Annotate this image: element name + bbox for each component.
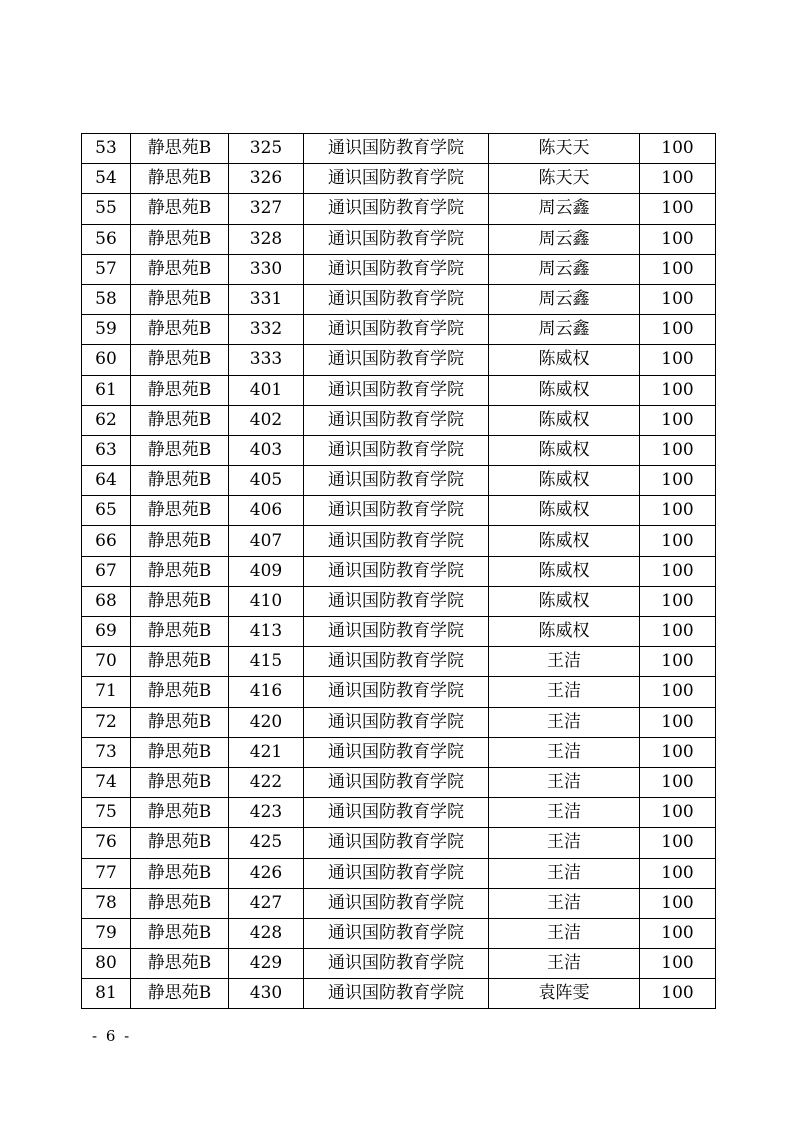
room-number-cell: 425 bbox=[229, 828, 304, 858]
row-number-cell: 72 bbox=[82, 707, 131, 737]
row-number-cell: 62 bbox=[82, 405, 131, 435]
room-number-cell: 328 bbox=[229, 224, 304, 254]
person-in-charge-cell: 王洁 bbox=[489, 677, 640, 707]
row-number-cell: 69 bbox=[82, 617, 131, 647]
score-cell: 100 bbox=[640, 526, 716, 556]
room-number-cell: 410 bbox=[229, 586, 304, 616]
row-number-cell: 70 bbox=[82, 647, 131, 677]
table-row bbox=[82, 677, 716, 707]
table-row bbox=[82, 405, 716, 435]
table-row bbox=[82, 375, 716, 405]
building-cell: 静思苑B bbox=[131, 466, 229, 496]
table-row bbox=[82, 284, 716, 314]
table-row bbox=[82, 134, 716, 164]
room-number-cell: 428 bbox=[229, 918, 304, 948]
row-number-cell: 81 bbox=[82, 979, 131, 1009]
college-cell: 通识国防教育学院 bbox=[304, 345, 489, 375]
row-number-cell: 74 bbox=[82, 767, 131, 797]
table-row bbox=[82, 345, 716, 375]
score-cell: 100 bbox=[640, 586, 716, 616]
row-number-cell: 55 bbox=[82, 194, 131, 224]
score-cell: 100 bbox=[640, 737, 716, 767]
college-cell: 通识国防教育学院 bbox=[304, 254, 489, 284]
table-row bbox=[82, 737, 716, 767]
table-row bbox=[82, 918, 716, 948]
score-cell: 100 bbox=[640, 979, 716, 1009]
college-cell: 通识国防教育学院 bbox=[304, 707, 489, 737]
building-cell: 静思苑B bbox=[131, 526, 229, 556]
row-number-cell: 65 bbox=[82, 496, 131, 526]
room-number-cell: 407 bbox=[229, 526, 304, 556]
room-number-cell: 430 bbox=[229, 979, 304, 1009]
row-number-cell: 64 bbox=[82, 466, 131, 496]
table-row bbox=[82, 858, 716, 888]
person-in-charge-cell: 陈威权 bbox=[489, 375, 640, 405]
college-cell: 通识国防教育学院 bbox=[304, 466, 489, 496]
person-in-charge-cell: 王洁 bbox=[489, 798, 640, 828]
score-cell: 100 bbox=[640, 194, 716, 224]
table-row bbox=[82, 556, 716, 586]
person-in-charge-cell: 周云鑫 bbox=[489, 194, 640, 224]
building-cell: 静思苑B bbox=[131, 134, 229, 164]
room-number-cell: 427 bbox=[229, 888, 304, 918]
room-number-cell: 415 bbox=[229, 647, 304, 677]
row-number-cell: 60 bbox=[82, 345, 131, 375]
table-row bbox=[82, 254, 716, 284]
row-number-cell: 54 bbox=[82, 164, 131, 194]
table-row bbox=[82, 979, 716, 1009]
person-in-charge-cell: 陈威权 bbox=[489, 405, 640, 435]
person-in-charge-cell: 王洁 bbox=[489, 858, 640, 888]
college-cell: 通识国防教育学院 bbox=[304, 375, 489, 405]
person-in-charge-cell: 王洁 bbox=[489, 828, 640, 858]
table-row bbox=[82, 798, 716, 828]
table-row bbox=[82, 466, 716, 496]
score-cell: 100 bbox=[640, 134, 716, 164]
building-cell: 静思苑B bbox=[131, 586, 229, 616]
building-cell: 静思苑B bbox=[131, 647, 229, 677]
room-number-cell: 420 bbox=[229, 707, 304, 737]
row-number-cell: 53 bbox=[82, 134, 131, 164]
row-number-cell: 80 bbox=[82, 949, 131, 979]
person-in-charge-cell: 周云鑫 bbox=[489, 315, 640, 345]
room-number-cell: 326 bbox=[229, 164, 304, 194]
score-cell: 100 bbox=[640, 345, 716, 375]
person-in-charge-cell: 周云鑫 bbox=[489, 284, 640, 314]
college-cell: 通识国防教育学院 bbox=[304, 405, 489, 435]
college-cell: 通识国防教育学院 bbox=[304, 586, 489, 616]
score-cell: 100 bbox=[640, 767, 716, 797]
person-in-charge-cell: 陈威权 bbox=[489, 435, 640, 465]
college-cell: 通识国防教育学院 bbox=[304, 858, 489, 888]
person-in-charge-cell: 陈威权 bbox=[489, 496, 640, 526]
building-cell: 静思苑B bbox=[131, 435, 229, 465]
score-cell: 100 bbox=[640, 164, 716, 194]
table-row bbox=[82, 617, 716, 647]
college-cell: 通识国防教育学院 bbox=[304, 647, 489, 677]
table-row bbox=[82, 647, 716, 677]
row-number-cell: 77 bbox=[82, 858, 131, 888]
score-cell: 100 bbox=[640, 617, 716, 647]
score-cell: 100 bbox=[640, 315, 716, 345]
row-number-cell: 68 bbox=[82, 586, 131, 616]
building-cell: 静思苑B bbox=[131, 767, 229, 797]
college-cell: 通识国防教育学院 bbox=[304, 828, 489, 858]
person-in-charge-cell: 王洁 bbox=[489, 737, 640, 767]
score-cell: 100 bbox=[640, 949, 716, 979]
table-row bbox=[82, 707, 716, 737]
table-row bbox=[82, 435, 716, 465]
person-in-charge-cell: 陈天天 bbox=[489, 164, 640, 194]
row-number-cell: 56 bbox=[82, 224, 131, 254]
score-cell: 100 bbox=[640, 284, 716, 314]
building-cell: 静思苑B bbox=[131, 888, 229, 918]
person-in-charge-cell: 陈威权 bbox=[489, 345, 640, 375]
table-row bbox=[82, 194, 716, 224]
table-row bbox=[82, 496, 716, 526]
building-cell: 静思苑B bbox=[131, 284, 229, 314]
person-in-charge-cell: 袁阵雯 bbox=[489, 979, 640, 1009]
building-cell: 静思苑B bbox=[131, 556, 229, 586]
building-cell: 静思苑B bbox=[131, 949, 229, 979]
building-cell: 静思苑B bbox=[131, 164, 229, 194]
room-number-cell: 401 bbox=[229, 375, 304, 405]
room-number-cell: 422 bbox=[229, 767, 304, 797]
room-number-cell: 327 bbox=[229, 194, 304, 224]
person-in-charge-cell: 陈威权 bbox=[489, 586, 640, 616]
table-row bbox=[82, 315, 716, 345]
building-cell: 静思苑B bbox=[131, 224, 229, 254]
score-cell: 100 bbox=[640, 375, 716, 405]
college-cell: 通识国防教育学院 bbox=[304, 737, 489, 767]
college-cell: 通识国防教育学院 bbox=[304, 949, 489, 979]
college-cell: 通识国防教育学院 bbox=[304, 798, 489, 828]
table-row bbox=[82, 586, 716, 616]
score-cell: 100 bbox=[640, 405, 716, 435]
building-cell: 静思苑B bbox=[131, 858, 229, 888]
college-cell: 通识国防教育学院 bbox=[304, 224, 489, 254]
table-row bbox=[82, 828, 716, 858]
row-number-cell: 66 bbox=[82, 526, 131, 556]
room-number-cell: 429 bbox=[229, 949, 304, 979]
building-cell: 静思苑B bbox=[131, 979, 229, 1009]
room-number-cell: 426 bbox=[229, 858, 304, 888]
college-cell: 通识国防教育学院 bbox=[304, 918, 489, 948]
table-row bbox=[82, 164, 716, 194]
person-in-charge-cell: 周云鑫 bbox=[489, 224, 640, 254]
building-cell: 静思苑B bbox=[131, 828, 229, 858]
person-in-charge-cell: 陈威权 bbox=[489, 556, 640, 586]
table-row bbox=[82, 767, 716, 797]
person-in-charge-cell: 陈天天 bbox=[489, 134, 640, 164]
building-cell: 静思苑B bbox=[131, 375, 229, 405]
score-cell: 100 bbox=[640, 466, 716, 496]
person-in-charge-cell: 陈威权 bbox=[489, 526, 640, 556]
score-cell: 100 bbox=[640, 798, 716, 828]
table-row bbox=[82, 526, 716, 556]
building-cell: 静思苑B bbox=[131, 737, 229, 767]
room-number-cell: 332 bbox=[229, 315, 304, 345]
row-number-cell: 75 bbox=[82, 798, 131, 828]
person-in-charge-cell: 陈威权 bbox=[489, 466, 640, 496]
person-in-charge-cell: 王洁 bbox=[489, 949, 640, 979]
row-number-cell: 63 bbox=[82, 435, 131, 465]
college-cell: 通识国防教育学院 bbox=[304, 617, 489, 647]
score-cell: 100 bbox=[640, 677, 716, 707]
college-cell: 通识国防教育学院 bbox=[304, 677, 489, 707]
room-number-cell: 402 bbox=[229, 405, 304, 435]
college-cell: 通识国防教育学院 bbox=[304, 284, 489, 314]
room-number-cell: 421 bbox=[229, 737, 304, 767]
score-cell: 100 bbox=[640, 556, 716, 586]
dormitory-score-table bbox=[81, 133, 716, 1009]
person-in-charge-cell: 王洁 bbox=[489, 918, 640, 948]
row-number-cell: 57 bbox=[82, 254, 131, 284]
row-number-cell: 71 bbox=[82, 677, 131, 707]
room-number-cell: 406 bbox=[229, 496, 304, 526]
row-number-cell: 61 bbox=[82, 375, 131, 405]
person-in-charge-cell: 陈威权 bbox=[489, 617, 640, 647]
room-number-cell: 331 bbox=[229, 284, 304, 314]
room-number-cell: 416 bbox=[229, 677, 304, 707]
person-in-charge-cell: 王洁 bbox=[489, 647, 640, 677]
college-cell: 通识国防教育学院 bbox=[304, 767, 489, 797]
college-cell: 通识国防教育学院 bbox=[304, 496, 489, 526]
building-cell: 静思苑B bbox=[131, 617, 229, 647]
college-cell: 通识国防教育学院 bbox=[304, 315, 489, 345]
score-cell: 100 bbox=[640, 888, 716, 918]
row-number-cell: 78 bbox=[82, 888, 131, 918]
college-cell: 通识国防教育学院 bbox=[304, 526, 489, 556]
building-cell: 静思苑B bbox=[131, 345, 229, 375]
building-cell: 静思苑B bbox=[131, 254, 229, 284]
building-cell: 静思苑B bbox=[131, 405, 229, 435]
page-number: - 6 - bbox=[92, 1027, 132, 1045]
score-cell: 100 bbox=[640, 435, 716, 465]
person-in-charge-cell: 王洁 bbox=[489, 767, 640, 797]
table-body bbox=[82, 134, 716, 1009]
score-cell: 100 bbox=[640, 858, 716, 888]
college-cell: 通识国防教育学院 bbox=[304, 556, 489, 586]
room-number-cell: 325 bbox=[229, 134, 304, 164]
room-number-cell: 409 bbox=[229, 556, 304, 586]
building-cell: 静思苑B bbox=[131, 707, 229, 737]
room-number-cell: 333 bbox=[229, 345, 304, 375]
room-number-cell: 405 bbox=[229, 466, 304, 496]
score-cell: 100 bbox=[640, 647, 716, 677]
college-cell: 通识国防教育学院 bbox=[304, 435, 489, 465]
row-number-cell: 79 bbox=[82, 918, 131, 948]
college-cell: 通识国防教育学院 bbox=[304, 134, 489, 164]
score-cell: 100 bbox=[640, 224, 716, 254]
table-row bbox=[82, 888, 716, 918]
room-number-cell: 403 bbox=[229, 435, 304, 465]
row-number-cell: 67 bbox=[82, 556, 131, 586]
building-cell: 静思苑B bbox=[131, 496, 229, 526]
room-number-cell: 330 bbox=[229, 254, 304, 284]
building-cell: 静思苑B bbox=[131, 798, 229, 828]
score-cell: 100 bbox=[640, 254, 716, 284]
table-row bbox=[82, 224, 716, 254]
row-number-cell: 58 bbox=[82, 284, 131, 314]
score-cell: 100 bbox=[640, 707, 716, 737]
person-in-charge-cell: 王洁 bbox=[489, 707, 640, 737]
score-cell: 100 bbox=[640, 496, 716, 526]
college-cell: 通识国防教育学院 bbox=[304, 888, 489, 918]
row-number-cell: 59 bbox=[82, 315, 131, 345]
building-cell: 静思苑B bbox=[131, 918, 229, 948]
college-cell: 通识国防教育学院 bbox=[304, 164, 489, 194]
person-in-charge-cell: 周云鑫 bbox=[489, 254, 640, 284]
room-number-cell: 423 bbox=[229, 798, 304, 828]
building-cell: 静思苑B bbox=[131, 315, 229, 345]
building-cell: 静思苑B bbox=[131, 194, 229, 224]
score-cell: 100 bbox=[640, 828, 716, 858]
building-cell: 静思苑B bbox=[131, 677, 229, 707]
person-in-charge-cell: 王洁 bbox=[489, 888, 640, 918]
college-cell: 通识国防教育学院 bbox=[304, 979, 489, 1009]
college-cell: 通识国防教育学院 bbox=[304, 194, 489, 224]
table-row bbox=[82, 949, 716, 979]
row-number-cell: 76 bbox=[82, 828, 131, 858]
room-number-cell: 413 bbox=[229, 617, 304, 647]
score-cell: 100 bbox=[640, 918, 716, 948]
row-number-cell: 73 bbox=[82, 737, 131, 767]
